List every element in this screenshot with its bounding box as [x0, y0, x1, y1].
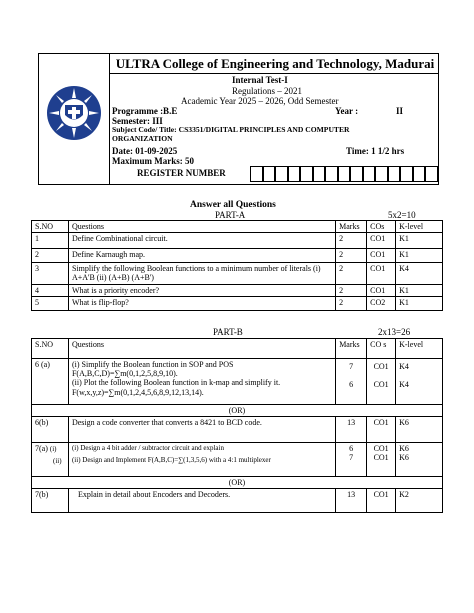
header-questions: Questions [68, 339, 335, 359]
test-title: Internal Test-I [232, 75, 288, 85]
subject-title: Subject Code/ Title: CS3351/DIGITAL PRINCIPLES AND COMPUTER ORGANIZATION [112, 125, 350, 143]
header-questions: Questions [68, 221, 335, 233]
exam-time: Time: 1 1/2 hrs [346, 146, 405, 156]
header-cos: CO s [367, 339, 396, 359]
header-sno: S.NO [32, 221, 69, 233]
part-b-title: PART-B [213, 327, 243, 337]
college-logo-icon [45, 84, 103, 142]
header-marks: Marks [336, 339, 367, 359]
part-a-marks-note: 5x2=10 [388, 210, 416, 220]
table-row-6b: 6(b) Design a code converter that converts a 8421 to BCD code. 13 CO1 K6 [32, 417, 443, 443]
table-row-7a: 7(a) (i) (ii) (i) Design a 4 bit adder / subtractor circuit and explain (ii) Design and Implement F(A,B,C)=∑(1,3,5,6) with a 4:1 multiplexer 6 7 CO1 CO1 K6 K6 [32, 443, 443, 477]
header-sno: S.NO [32, 339, 69, 359]
table-row-7b: 7(b) Explain in detail about Encoders and Decoders. 13 CO1 K2 [32, 489, 443, 513]
year-label: Year : [335, 106, 359, 116]
register-number-label: REGISTER NUMBER [137, 168, 226, 178]
header-klevel: K-level [396, 339, 443, 359]
table-row: 4 What is a priority encoder? 2 CO1 K1 [32, 285, 443, 297]
or-row: (OR) [32, 477, 443, 489]
table-row: 1 Define Combinational circuit. 2 CO1 K1 [32, 233, 443, 249]
part-a-title: PART-A [215, 210, 246, 220]
or-row: (OR) [32, 405, 443, 417]
table-row-6a: 6 (a) (i) Simplify the Boolean function in SOP and POS F(A,B,C,D)=∑m(0,1,2,5,8,9,10). (ii) Plot the following Boolean function in k-map and simplify it. F(w,x,y,z)=∑m(0,1,2,4,5,6,8,9,12,13,14). 7 6 CO1 CO1 K4 K4 [32, 359, 443, 405]
part-b-table [31, 338, 443, 513]
header-cos: COs [367, 221, 396, 233]
header-klevel: K-level [396, 221, 443, 233]
college-name: ULTRA College of Engineering and Technology, Madurai [115, 56, 435, 71]
title-underline [109, 73, 438, 74]
table-row: 5 What is flip-flop? 2 CO2 K1 [32, 297, 443, 311]
programme: Programme :B.E [112, 106, 178, 116]
register-number-boxes[interactable] [250, 166, 439, 184]
exam-date: Date: 01-09-2025 [112, 146, 178, 156]
header-marks: Marks [336, 221, 367, 233]
part-a-header-row [32, 221, 443, 233]
regulations: Regulations – 2021 [232, 86, 302, 96]
part-a-table [31, 220, 443, 311]
instructions: Answer all Questions [190, 200, 276, 210]
table-row: 2 Define Karnaugh map. 2 CO1 K1 [32, 249, 443, 263]
table-row: 3 Simplify the following Boolean functions to a minimum number of literals (i) A+A'B (ii) (A+B) (A+B') 2 CO1 K4 [32, 263, 443, 285]
part-b-header-row [32, 339, 443, 359]
max-marks: Maximum Marks: 50 [112, 156, 194, 166]
semester: Semester: III [112, 116, 163, 126]
academic-year: Academic Year 2025 – 2026, Odd Semester [181, 96, 339, 106]
year-value: II [396, 106, 404, 116]
part-b-marks-note: 2x13=26 [378, 327, 411, 337]
